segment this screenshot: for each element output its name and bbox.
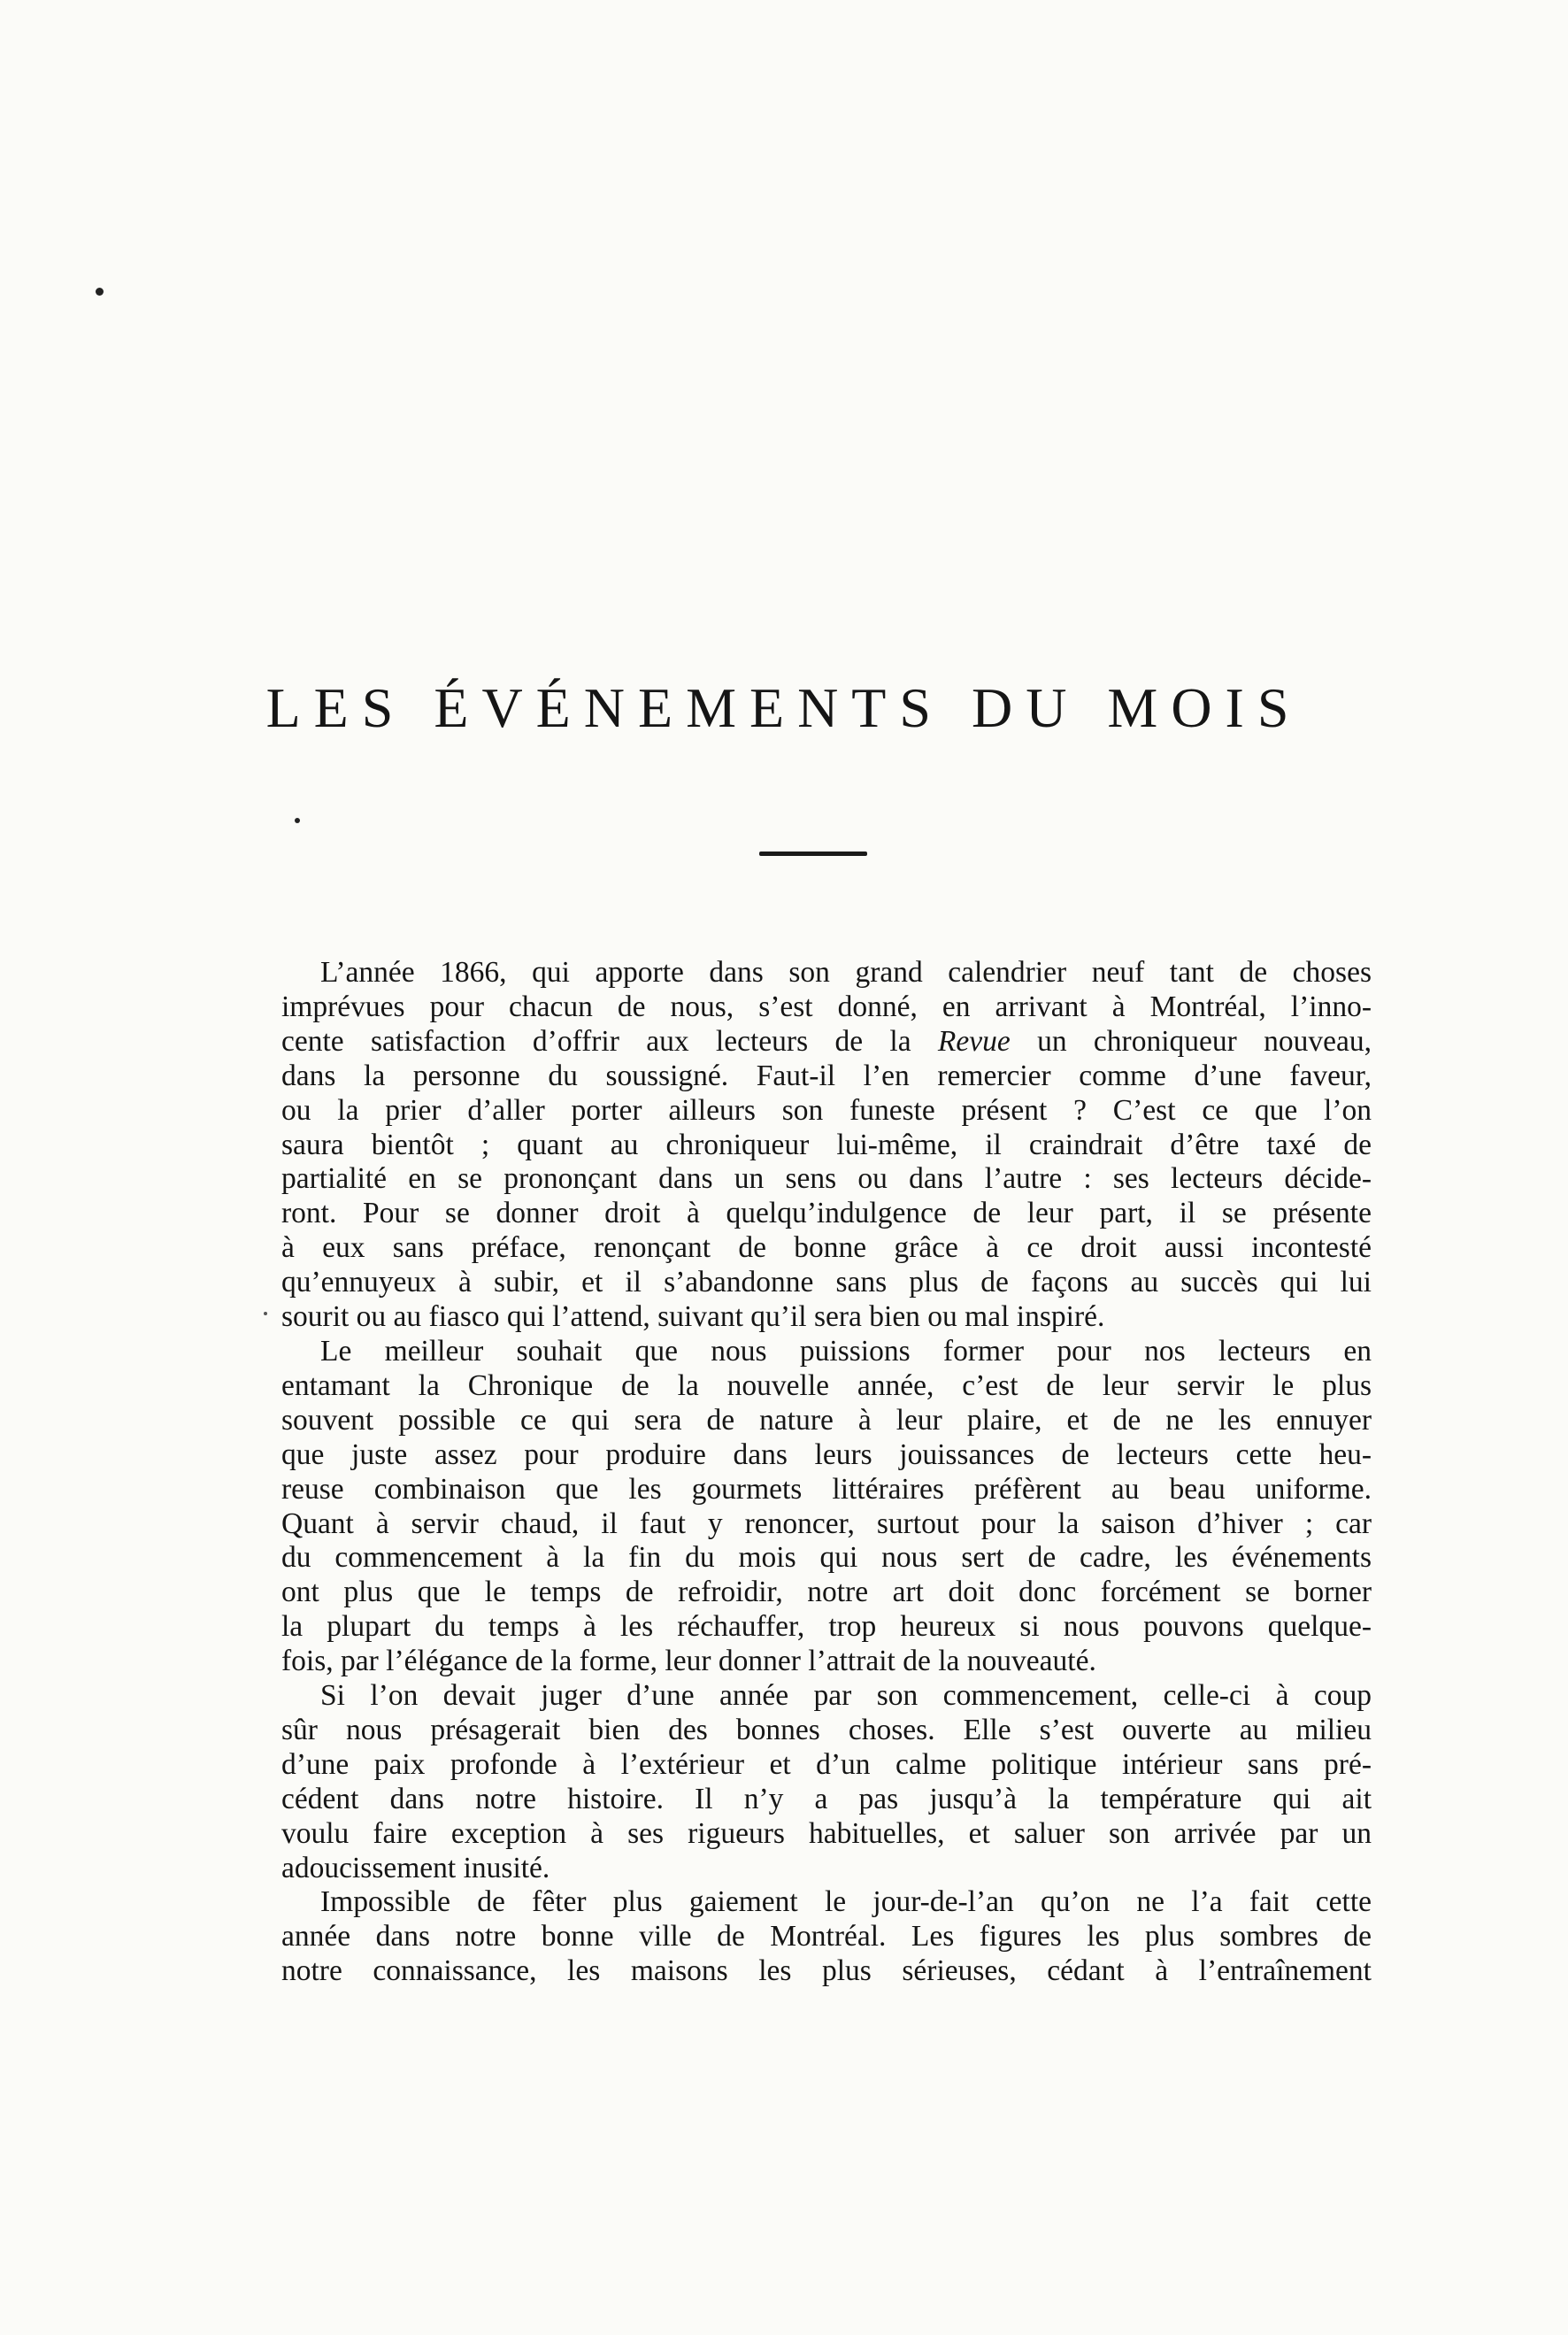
text-line: souvent possible ce qui sera de nature à leur plaire, et de ne les ennuyer [281,1403,1372,1437]
text-line: entamant la Chronique de la nouvelle année, c’est de leur servir le plus [281,1368,1372,1402]
text-line: saura bientôt ; quant au chroniqueur lui-même, il craindrait d’être taxé de [281,1128,1372,1161]
paragraph [281,1679,1372,1885]
text-line: Impossible de fêter plus gaiement le jour-de-l’an qu’on ne l’a fait cette [320,1885,1372,1919]
paragraph [281,1885,1372,1989]
text-line: ront. Pour se donner droit à quelqu’indulgence de leur part, il se présente [281,1197,1372,1230]
text-line: cédent dans notre histoire. Il n’y a pas jusqu’à la température qui ait [281,1782,1372,1815]
title-divider [759,852,867,856]
text-line: à eux sans préface, renonçant de bonne grâce à ce droit aussi incontesté [281,1231,1372,1265]
text-line: qu’ennuyeux à subir, et il s’abandonne sans plus de façons au succès qui lui [281,1266,1372,1299]
text-line: fois, par l’élégance de la forme, leur donner l’attrait de la nouveauté. [281,1645,1096,1678]
text-line: d’une paix profonde à l’extérieur et d’un calme politique intérieur sans pré- [281,1747,1372,1781]
text-line: ont plus que le temps de refroidir, notre art doit donc forcément se borner [281,1576,1372,1609]
page-title: LES ÉVÉNEMENTS DU MOIS [265,676,1303,739]
paragraph [281,1335,1372,1679]
ink-speck [295,818,300,823]
text-line: Le meilleur souhait que nous puissions former pour nos lecteurs en [320,1334,1372,1368]
text-line: Quant à servir chaud, il faut y renoncer, surtout pour la saison d’hiver ; car [281,1507,1372,1540]
text-line: partialité en se prononçant dans un sens ou dans l’autre : ses lecteurs décide- [281,1162,1372,1196]
text-line: ou la prier d’aller porter ailleurs son funeste présent ? C’est ce que l’on [281,1093,1372,1127]
text-line: du commencement à la fin du mois qui nous sert de cadre, les événements [281,1541,1372,1575]
text-line: reuse combinaison que les gourmets littéraires préfèrent au beau uniforme. [281,1472,1372,1506]
text-line: L’année 1866, qui apporte dans son grand calendrier neuf tant de choses [320,956,1372,989]
text-line: année dans notre bonne ville de Montréal. Les figures les plus sombres de [281,1920,1372,1954]
text-line: sûr nous présagerait bien des bonnes choses. Elle s’est ouverte au milieu [281,1713,1372,1746]
text-line: la plupart du temps à les réchauffer, trop heureux si nous pouvons quelque- [281,1610,1372,1644]
text-line: voulu faire exception à ses rigueurs habituelles, et saluer son arrivée par un [281,1816,1372,1850]
text-line: cente satisfaction d’offrir aux lecteurs de la Revue un chroniqueur nouveau, [281,1024,1372,1058]
article-body [281,956,1372,1989]
text-line: notre connaissance, les maisons les plus sérieuses, cédant à l’entraînement [281,1954,1372,1988]
ink-speck [96,288,104,296]
text-line: dans la personne du soussigné. Faut-il l’en remercier comme d’une faveur, [281,1059,1372,1092]
text-line: adoucissement inusité. [281,1851,550,1884]
paragraph [281,956,1372,1335]
text-line: imprévues pour chacun de nous, s’est donné, en arrivant à Montréal, l’inno- [281,990,1372,1023]
text-line: Si l’on devait juger d’une année par son commencement, celle-ci à coup [320,1679,1372,1713]
text-line: sourit ou au fiasco qui l’attend, suivant qu’il sera bien ou mal inspiré. [281,1300,1105,1334]
text-line: que juste assez pour produire dans leurs jouissances de lecteurs cette heu- [281,1437,1372,1471]
ink-speck [264,1312,267,1315]
